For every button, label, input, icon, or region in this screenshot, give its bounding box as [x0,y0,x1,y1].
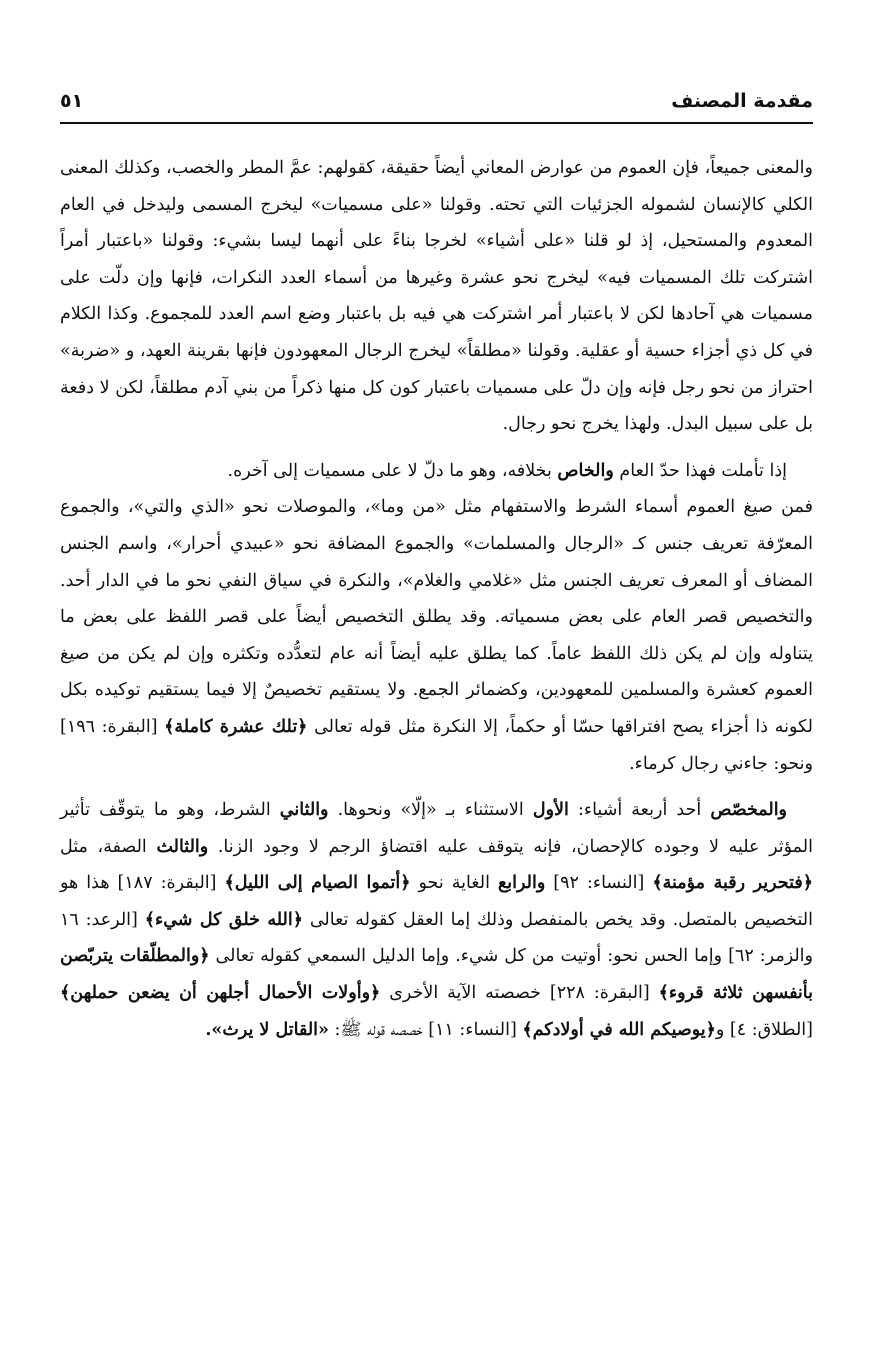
text-segment: [الطلاق: ٤] و [715,1019,813,1040]
text-segment: فمن صيغ العموم أسماء الشرط والاستفهام مثل «من وما»، والموصلات نحو «الذي والتي»، والجموع المعرّفة تعريف جنس كـ «الرجال والمسلمات» والجموع المضافة نحو «عبيدي أحرار»، واسم الجنس المضاف أو المعرف تعريف الجنس مثل «غلامي والغلام»، والنكرة في سياق النفي نحو ما في الدار أحد. والتخصيص قصر العام على بعض مسمياته. وقد يطلق التخصيص أيضاً على قصر اللفظ على بعض ما يتناوله وإن لم يكن ذلك اللفظ عاماً. كما يطلق عليه أيضاً أنه عام لتعدُّده وتكثره وإن لم يكن من صيغ العموم كعشرة والمسلمين للمعهودين، وكضمائر الجمع. ولا يستقيم تخصيصٌ إلا فيما يستقيم توكيده بكل لكونه ذا أجزاء يصح افتراقها حسّا أو حكماً، إلا النكرة مثل قوله تعالى [60,497,813,737]
paragraph-4 [60,792,813,1048]
page-number: ٥١ [60,90,84,112]
quran-quote: ﴿يوصيكم الله في أولادكم﴾ [522,1019,716,1040]
paragraph-gap [60,782,813,792]
term-bold: والخاص [557,460,614,481]
text-segment: والمعنى جميعاً، فإن العموم من عوارض المعاني أيضاً حقيقة، كقولهم: عمَّ المطر والخصب، وكذلك المعنى الكلي كالإنسان لشموله الجزئيات التي تحته. وقولنا «على مسميات» ليخرج المسمى وليدخل في العام المعدوم والمستحيل، إذ لو قلنا «على أشياء» لخرجا بناءً على أنهما ليسا بشيء: وقولنا «باعتبار أمراً اشتركت تلك المسميات فيه» ليخرج نحو عشرة وغيرها من أسماء العدد النكرات، فإنها وإن دلّت على مسميات هي آحادها لكن لا باعتبار أمر اشتركت هي فيه بل باعتبار وضع اسم العدد للمجموع. وكذا الكلام في كل ذي أجزاء حسية أو عقلية. وقولنا «مطلقاً» ليخرج الرجال المعهودون فإنها بقرينة العهد، و «ضربة» احتراز من نحو رجل فإنه وإن دلّ على مسميات باعتبار كون كل منها ذكراً من بني آدم مطلقاً، لكن لا دفعة بل على سبيل البدل. ولهذا يخرج نحو رجال. [60,158,813,435]
running-header [60,82,813,122]
term-bold: والثاني [279,800,329,821]
term-bold: والثالث [156,836,209,857]
hadith-quote: «القاتل لا يرث». [205,1019,329,1040]
quran-quote: ﴿وأولات الأحمال أجلهن أن يضعن حملهن﴾ [60,983,381,1004]
quran-quote: ﴿فتحرير رقبة مؤمنة﴾ [652,873,813,894]
text-segment: [البقرة: ١٨٧] هذا هو التخصيص بالمتصل. وقد يخص بالمنفصل وذلك إما العقل كقوله تعالى [60,873,814,930]
text-segment: [البقرة: ١٩٦] ونحو: جاءني رجال كرماء. [60,716,813,774]
term-bold: والمخصّص [710,800,788,821]
paragraph-gap [60,443,813,453]
quran-quote: ﴿تلك عشرة كاملة﴾ [164,716,308,737]
quran-quote: ﴿والمطلّقات يتربّصن بأنفسهن ثلاثة قروء﴾ [60,946,813,1004]
term-bold: والرابع [497,873,546,894]
paragraph-3 [60,489,813,782]
text-segment: [النساء: ٩٢] [545,873,653,894]
chapter-title: مقدمة المصنف [671,90,813,112]
paragraph-1 [60,150,813,443]
paragraph-2 [60,453,813,490]
quran-quote: ﴿أتموا الصيام إلى الليل﴾ [224,873,411,894]
text-segment: الاستثناء بـ «إلّا» ونحوها. [328,800,533,821]
text-segment: [الرعد: ١٦ والزمر: ٦٢] وإما الحس نحو: أوتيت من كل شيء. وإما الدليل السمعي كقوله تعالى [60,909,813,967]
text-segment: بخلافه، وهو ما دلّ لا على مسميات إلى آخره. [227,460,558,481]
term-bold: الأول [532,800,569,821]
text-segment: الغاية نحو [410,873,498,894]
text-segment: الشرط، وهو ما يتوقّف تأثير المؤثر عليه لا وجوده كالإحصان، فإنه يتوقف عليه اقتضاؤ الرجم لا وجود الزنا. [60,800,813,857]
text-segment: [البقرة: ٢٢٨] خصصته الآية الأخرى [380,983,659,1004]
body-text [60,150,813,1048]
quran-quote: ﴿الله خلق كل شيء﴾ [144,909,303,930]
text-segment: أحد أربعة أشياء: [568,800,711,821]
text-segment: إذا تأملت فهذا حدّ العام [613,460,787,481]
header-rule [60,122,813,124]
text-segment: الصفة، مثل [60,836,157,857]
text-segment: [النساء: ١١] خصصه قوله ﷺ: [328,1019,523,1040]
